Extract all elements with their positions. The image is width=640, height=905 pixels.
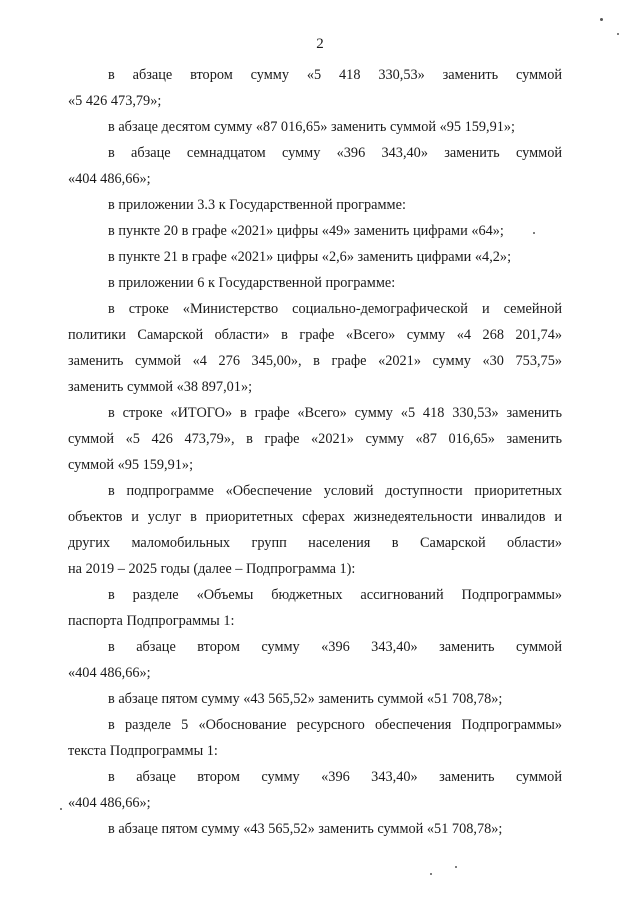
paragraph-10-line-1: в подпрограмме «Обеспечение условий доступности приоритетных bbox=[108, 483, 562, 499]
paragraph-11-line-1: в разделе «Объемы бюджетных ассигнований Подпрограммы» bbox=[108, 587, 562, 603]
paragraph-9-line-1: в строке «ИТОГО» в графе «Всего» сумму «5 418 330,53» заменить bbox=[108, 405, 562, 421]
paragraph-3 bbox=[68, 140, 562, 192]
paragraph-8 bbox=[68, 296, 562, 400]
paragraph-8-line-3: заменить суммой «4 276 345,00», в графе «2021» сумму «30 753,75» bbox=[68, 353, 562, 369]
paragraph-16-line-1: в абзаце пятом сумму «43 565,52» заменить суммой «51 708,78»; bbox=[108, 821, 503, 837]
scan-speck bbox=[430, 873, 432, 875]
paragraph-9-line-2: суммой «5 426 473,79», в графе «2021» сумму «87 016,65» заменить bbox=[68, 431, 562, 447]
paragraph-15-line-1: в абзаце втором сумму «396 343,40» заменить суммой bbox=[108, 769, 562, 785]
paragraph-3-line-2: «404 486,66»; bbox=[68, 171, 151, 187]
paragraph-1-line-1: в абзаце втором сумму «5 418 330,53» заменить суммой bbox=[108, 67, 562, 83]
paragraph-3-line-1: в абзаце семнадцатом сумму «396 343,40» заменить суммой bbox=[108, 145, 562, 161]
paragraph-5 bbox=[68, 218, 562, 244]
paragraph-6-line-1: в пункте 21 в графе «2021» цифры «2,6» заменить цифрами «4,2»; bbox=[108, 249, 512, 265]
paragraph-10-line-3: других маломобильных групп населения в Самарской области» bbox=[68, 535, 562, 551]
paragraph-6 bbox=[68, 244, 562, 270]
paragraph-12 bbox=[68, 634, 562, 686]
paragraph-11 bbox=[68, 582, 562, 634]
paragraph-7-line-1: в приложении 6 к Государственной программе: bbox=[108, 275, 396, 291]
paragraph-2 bbox=[68, 114, 562, 140]
paragraph-7 bbox=[68, 270, 562, 296]
paragraph-10 bbox=[68, 478, 562, 582]
paragraph-9 bbox=[68, 400, 562, 478]
paragraph-8-line-2: политики Самарской области» в графе «Всего» сумму «4 268 201,74» bbox=[68, 327, 562, 343]
paragraph-16 bbox=[68, 816, 562, 842]
paragraph-10-line-2: объектов и услуг в приоритетных сферах жизнедеятельности инвалидов и bbox=[68, 509, 562, 525]
paragraph-4 bbox=[68, 192, 562, 218]
paragraph-2-line-1: в абзаце десятом сумму «87 016,65» заменить суммой «95 159,91»; bbox=[108, 119, 516, 135]
scan-speck bbox=[533, 232, 535, 234]
paragraph-14-line-2: текста Подпрограммы 1: bbox=[68, 743, 218, 759]
page-number: 2 bbox=[316, 36, 324, 52]
document-body bbox=[68, 62, 562, 842]
paragraph-5-line-1: в пункте 20 в графе «2021» цифры «49» заменить цифрами «64»; bbox=[108, 223, 504, 239]
scan-speck bbox=[600, 18, 603, 21]
paragraph-11-line-2: паспорта Подпрограммы 1: bbox=[68, 613, 235, 629]
paragraph-1 bbox=[68, 62, 562, 114]
paragraph-8-line-1: в строке «Министерство социально-демографической и семейной bbox=[108, 301, 562, 317]
paragraph-13 bbox=[68, 686, 562, 712]
scan-speck bbox=[617, 33, 619, 35]
paragraph-13-line-1: в абзаце пятом сумму «43 565,52» заменить суммой «51 708,78»; bbox=[108, 691, 503, 707]
paragraph-12-line-2: «404 486,66»; bbox=[68, 665, 151, 681]
paragraph-15-line-2: «404 486,66»; bbox=[68, 795, 151, 811]
paragraph-1-line-2: «5 426 473,79»; bbox=[68, 93, 162, 109]
scan-speck bbox=[60, 808, 62, 810]
paragraph-14 bbox=[68, 712, 562, 764]
paragraph-10-line-4: на 2019 – 2025 годы (далее – Подпрограмма 1): bbox=[68, 561, 356, 577]
paragraph-9-line-3: суммой «95 159,91»; bbox=[68, 457, 194, 473]
paragraph-14-line-1: в разделе 5 «Обоснование ресурсного обеспечения Подпрограммы» bbox=[108, 717, 562, 733]
paragraph-12-line-1: в абзаце втором сумму «396 343,40» заменить суммой bbox=[108, 639, 562, 655]
paragraph-8-line-4: заменить суммой «38 897,01»; bbox=[68, 379, 253, 395]
paragraph-4-line-1: в приложении 3.3 к Государственной программе: bbox=[108, 197, 406, 213]
scan-speck bbox=[455, 866, 457, 868]
paragraph-15 bbox=[68, 764, 562, 816]
